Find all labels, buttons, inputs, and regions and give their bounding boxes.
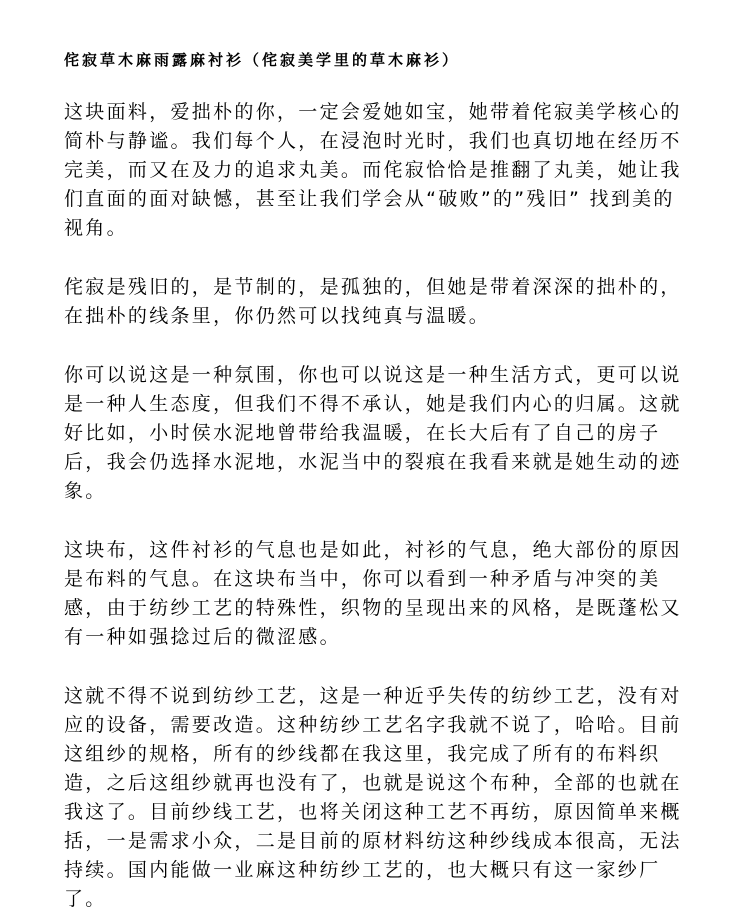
- paragraph-2: 侘寂是残旧的，是节制的，是孤独的，但她是带着深深的拙朴的，在拙朴的线条里，你仍然可以找纯真与温暖。: [64, 276, 682, 327]
- paragraph-3: 你可以说这是一种氛围，你也可以说这是一种生活方式，更可以说是一种人生态度，但我们不得不承认，她是我们内心的归属。这就好比如，小时侯水泥地曾带给我温暖，在长大后有了自己的房子后，我会仍选择水泥地，水泥当中的裂痕在我看来就是她生动的迹象。: [64, 364, 682, 502]
- paragraph-4: 这块布，这件衬衫的气息也是如此，衬衫的气息，绝大部份的原因是布料的气息。在这块布当中，你可以看到一种矛盾与冲突的美感，由于纺纱工艺的特殊性，织物的呈现出来的风格，是既蓬松又有一种如强捻过后的微涩感。: [64, 539, 682, 648]
- paragraph-5: 这就不得不说到纺纱工艺，这是一种近乎失传的纺纱工艺，没有对应的设备，需要改造。这种纺纱工艺名字我就不说了，哈哈。目前这组纱的规格，所有的纱线都在我这里，我完成了所有的布料织造，之后这组纱就再也没有了，也就是说这个布种，全部的也就在我这了。目前纱线工艺，也将关闭这种工艺不再纺，原因简单来概括，一是需求小众，二是目前的原材料纺这种纱线成本很高，无法持续。国内能做一业麻这种纺纱工艺的，也大概只有这一家纱厂了。: [64, 685, 682, 910]
- paragraph-1: 这块面料，爱拙朴的你，一定会爱她如宝，她带着侘寂美学核心的简朴与静谧。我们每个人，在浸泡时光时，我们也真切地在经历不完美，而又在及力的追求丸美。而侘寂恰恰是推翻了丸美，她让我们直面的面对缺憾，甚至让我们学会从“破败”的”残旧” 找到美的视角。: [64, 101, 682, 239]
- article: [64, 50, 692, 914]
- article-title: 侘寂草木麻雨露麻衬衫（侘寂美学里的草木麻衫）: [64, 51, 461, 69]
